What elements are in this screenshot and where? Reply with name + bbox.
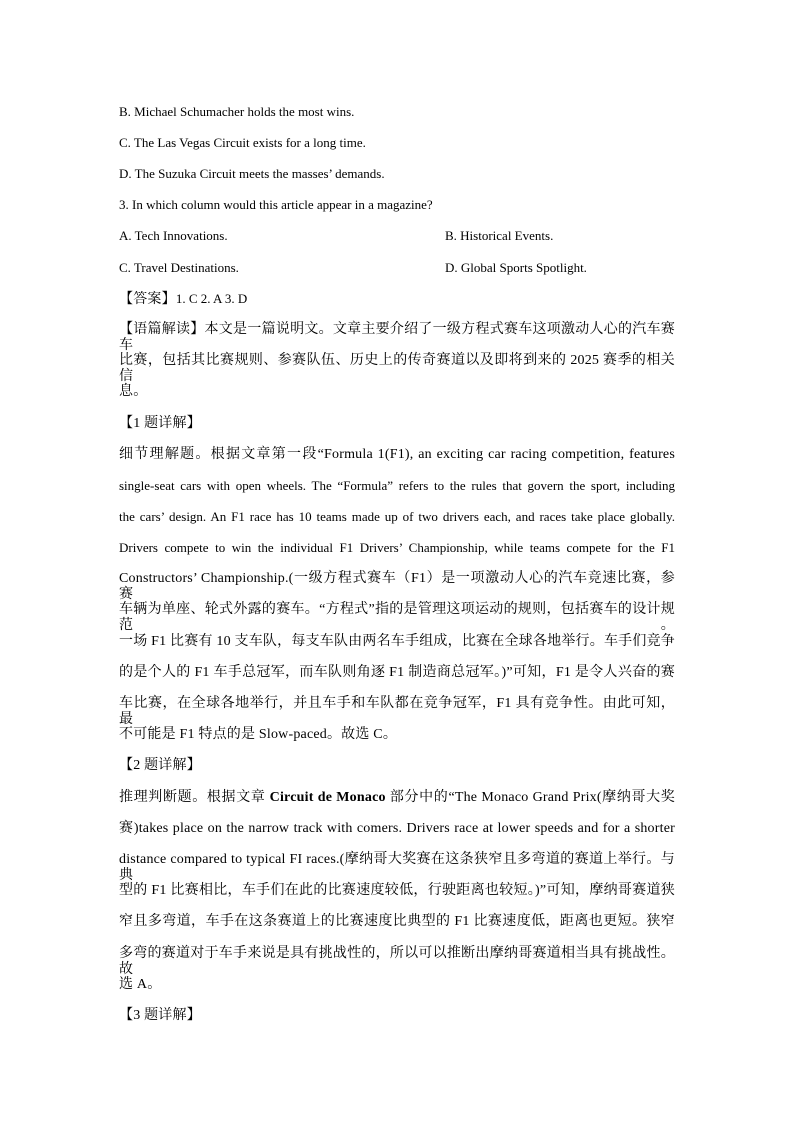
detail-1-line: 的是个人的 F1 车手总冠军，而车队则角逐 F1 制造商总冠军。)”可知，F1 是令人兴奋的赛 (119, 665, 675, 680)
detail-2-line: 窄且多弯道，车手在这条赛道上的比赛速度比典型的 F1 比赛速度低，距离也更短。狭窄 (119, 914, 675, 929)
reading-line-3: 息。 (119, 384, 148, 399)
detail-3-heading: 【3 题详解】 (119, 1008, 201, 1023)
option-2d: D. The Suzuka Circuit meets the masses’ demands. (119, 166, 385, 181)
detail-2-heading: 【2 题详解】 (119, 758, 201, 773)
option-2c: C. The Las Vegas Circuit exists for a long time. (119, 135, 366, 150)
detail-1-line: 不可能是 F1 特点的是 Slow-paced。故选 C。 (119, 727, 398, 742)
detail-2-quote-start: 部分中的“The Monaco Grand Prix(摩纳哥大奖 (385, 790, 675, 805)
detail-2-line: 多弯的赛道对于车手来说是具有挑战性的，所以可以推断出摩纳哥赛道相当具有挑战性。故 (119, 946, 675, 977)
detail-2-line: 赛)takes place on the narrow track with comers. Drivers race at lower speeds and for a shorter (119, 821, 675, 836)
option-3c: C. Travel Destinations. (119, 260, 239, 275)
detail-1-line: 细节理解题。根据文章第一段“Formula 1(F1), an exciting car racing competition, features (119, 447, 675, 462)
option-3b: B. Historical Events. (445, 228, 554, 243)
option-2b: B. Michael Schumacher holds the most wins. (119, 104, 355, 119)
detail-1-line: Drivers compete to win the individual F1 Drivers’ Championship, while teams compete for the F1 (119, 540, 675, 555)
reading-line-1 (119, 322, 675, 354)
answer-value: 1. C 2. A 3. D (175, 291, 248, 306)
option-3a: A. Tech Innovations. (119, 228, 228, 243)
reading-label: 【语篇解读】 (119, 322, 205, 337)
detail-1-line: 一场 F1 比赛有 10 支车队，每支车队由两名车手组成，比赛在全球各地举行。车手们竞争 (119, 634, 675, 649)
detail-2-line: 型的 F1 比赛相比，车手们在此的比赛速度较低，行驶距离也较短。)”可知，摩纳哥赛道狭 (119, 883, 675, 898)
detail-2-line: distance compared to typical FI races.(摩纳哥大奖赛在这条狭窄且多弯道的赛道上举行。与典 (119, 852, 675, 883)
question-3-stem: 3. In which column would this article appear in a magazine? (119, 197, 433, 212)
detail-1-line: the cars’ design. An F1 race has 10 teams made up of two drivers each, and races take place globally. (119, 509, 675, 524)
answer-line (119, 291, 247, 308)
reading-line-2: 比赛，包括其比赛规则、参赛队伍、历史上的传奇赛道以及即将到来的 2025 赛季的相关信 (119, 353, 675, 384)
detail-2-circuit-name: Circuit de Monaco (269, 790, 386, 805)
detail-1-line: 车辆为单座、轮式外露的赛车。“方程式”指的是管理这项运动的规则，包括赛车的设计规范。 (119, 602, 675, 633)
option-3d: D. Global Sports Spotlight. (445, 260, 587, 275)
detail-1-line: single-seat cars with open wheels. The “Formula” refers to the rules that govern the sport, including (119, 478, 675, 493)
detail-2-line-1 (119, 790, 675, 806)
detail-1-line: Constructors’ Championship.(一级方程式赛车（F1）是一项激动人心的汽车竞速比赛，参赛 (119, 571, 675, 602)
answer-label: 【答案】 (119, 292, 176, 307)
detail-1-heading: 【1 题详解】 (119, 416, 201, 431)
detail-2-intro: 推理判断题。根据文章 (119, 790, 270, 805)
detail-2-line: 选 A。 (119, 977, 162, 992)
reading-text: 本文是一篇说明文。文章主要介绍了一级方程式赛车这项激动人心的汽车赛车 (119, 322, 675, 353)
detail-1-line: 车比赛，在全球各地举行，并且车手和车队都在竞争冠军，F1 具有竞争性。由此可知，最 (119, 696, 675, 727)
